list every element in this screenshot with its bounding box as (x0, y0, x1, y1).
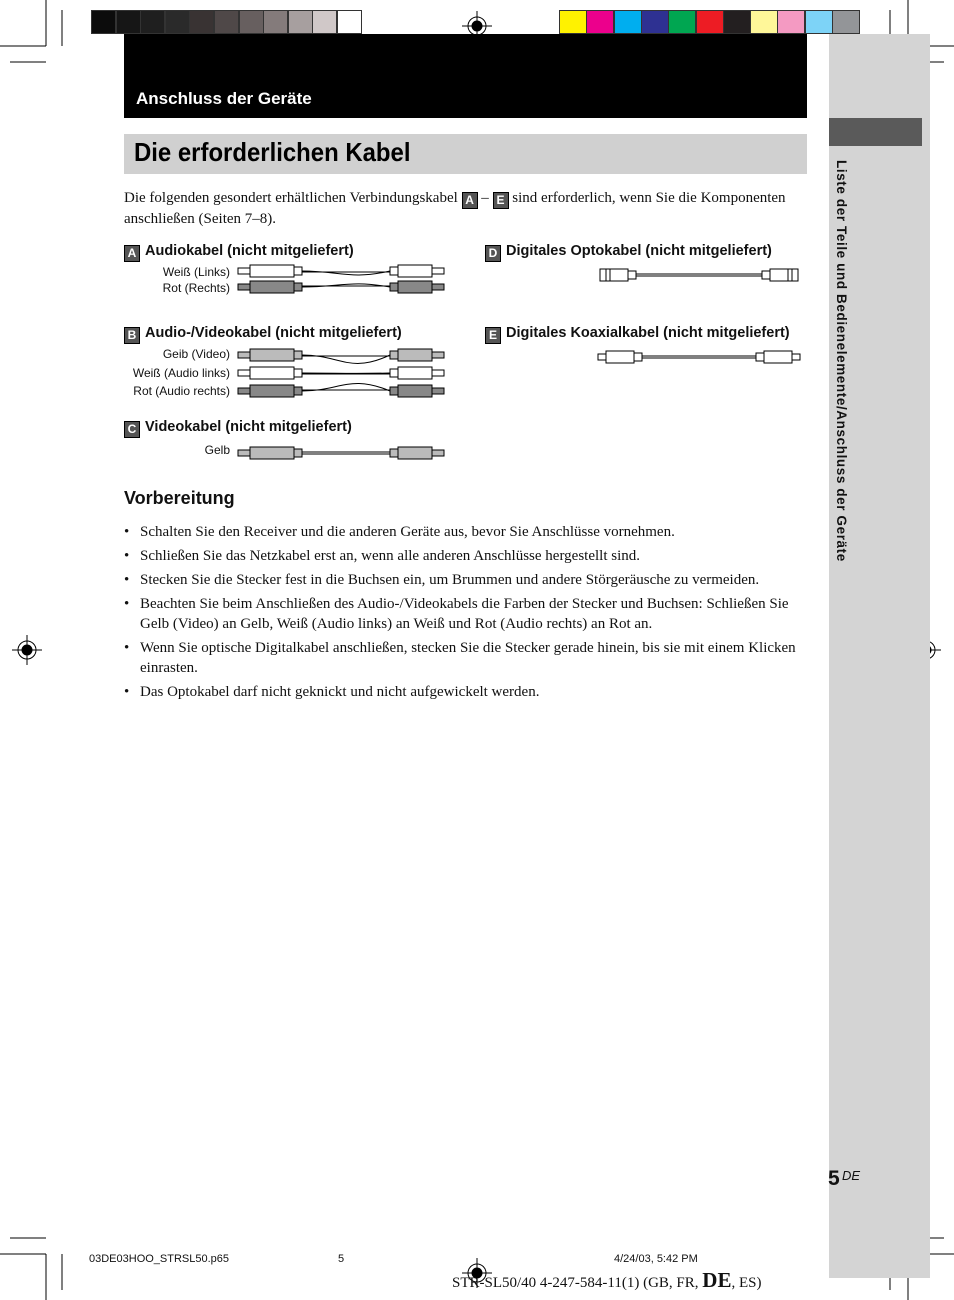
cable-c-letter: C (124, 421, 140, 438)
page-title: Die erforderlichen Kabel (134, 137, 411, 167)
cable-b-letter: B (124, 327, 140, 344)
cable-d-heading (485, 243, 772, 262)
cable-d-letter: D (485, 245, 501, 262)
cable-c-illustration (230, 442, 450, 464)
cable-e-heading (485, 325, 790, 344)
intro-paragraph (124, 188, 814, 229)
footer-filename: 03DE03HOO_STRSL50.p65 (89, 1253, 230, 1265)
list-item: • Beachten Sie beim Anschließen des Audio-/Videokabels die Farben der Stecker und Buchsen: Schließen Sie Gelb (Video) an Gelb, Weiß (Audio links) an Weiß und Rot (Audio rechts) an Rot an. (124, 594, 814, 634)
cable-d-title: Digitales Optokabel (nicht mitgeliefert) (506, 243, 772, 259)
vorbereitung-heading: Vorbereitung (124, 488, 235, 508)
letter-a-badge: A (462, 192, 478, 209)
list-item: • Schließen Sie das Netzkabel erst an, wenn alle anderen Anschlüsse hergestellt sind. (124, 546, 814, 566)
side-tab-text: Liste der Teile und Bedienelemente/Anschluss der Geräte (834, 160, 849, 562)
cable-b-heading (124, 325, 402, 344)
footer-model-pre: STR-SL50/40 4-247-584-11(1) (GB, FR, (452, 1275, 703, 1291)
cable-e-illustration (596, 346, 808, 368)
list-item: • Stecken Sie die Stecker fest in die Buchsen ein, um Brummen und andere Störgeräusche zu vermeiden. (124, 570, 814, 590)
cable-a-label-white: Weiß (Links) (162, 265, 230, 279)
cable-b-illustration (230, 344, 450, 404)
cable-c-heading (124, 419, 352, 438)
page-language: DE (842, 1168, 861, 1183)
section-label: Anschluss der Geräte (136, 89, 312, 108)
cable-b-title: Audio-/Videokabel (nicht mitgeliefert) (145, 325, 402, 341)
cable-b-label-white: Weiß (Audio links) (132, 366, 230, 380)
vorbereitung-list (124, 522, 814, 706)
page-number: 5 (828, 1167, 840, 1190)
cable-b-label-red: Rot (Audio rechts) (133, 384, 230, 398)
cable-d-illustration (596, 264, 806, 286)
footer-model-bold: DE (702, 1268, 732, 1292)
registration-mark-left (12, 635, 42, 665)
list-item: • Das Optokabel darf nicht geknickt und nicht aufgewickelt werden. (124, 682, 814, 702)
cable-c-label-yellow: Gelb (204, 443, 230, 457)
list-item: • Wenn Sie optische Digitalkabel anschließen, stecken Sie die Stecker gerade hinein, bis sie mit einem Klicken einrasten. (124, 638, 814, 678)
cable-a-label-red: Rot (Rechts) (162, 281, 230, 295)
title-bar (124, 134, 807, 174)
intro-text-2: sind erforderlich, wenn Sie die Komponenten anschließen (Seiten 7–8). (124, 190, 786, 227)
side-tab-marker (829, 118, 922, 146)
cable-a-illustration (230, 260, 450, 300)
intro-text-1: Die folgenden gesondert erhältlichen Verbindungskabel (124, 190, 458, 206)
footer-model (452, 1268, 761, 1293)
cable-e-title: Digitales Koaxialkabel (nicht mitgeliefert) (506, 325, 790, 341)
footer-page: 5 (338, 1253, 345, 1265)
footer-date: 4/24/03, 5:42 PM (614, 1253, 698, 1265)
cable-c-title: Videokabel (nicht mitgeliefert) (145, 419, 352, 435)
cable-e-letter: E (485, 327, 501, 344)
intro-dash: – (481, 190, 489, 206)
section-header (124, 34, 807, 118)
footer-model-post: , ES) (731, 1275, 762, 1291)
cable-a-title: Audiokabel (nicht mitgeliefert) (145, 243, 354, 259)
cable-a-letter: A (124, 245, 140, 262)
list-item: • Schalten Sie den Receiver und die anderen Geräte aus, bevor Sie Anschlüsse vornehmen. (124, 522, 814, 542)
cable-b-label-yellow: Geib (Video) (162, 347, 230, 361)
letter-e-badge: E (493, 192, 509, 209)
